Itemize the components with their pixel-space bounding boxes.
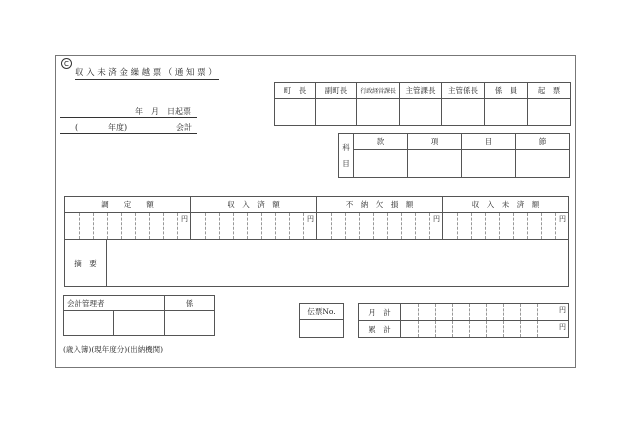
- cumulative-total-label: 累 計: [359, 321, 401, 338]
- loss-amount-field[interactable]: [317, 213, 443, 240]
- approval-header-mayor: 町 長: [275, 83, 316, 99]
- yen-unit: 円: [559, 306, 566, 314]
- subject-kou-field[interactable]: [408, 150, 462, 178]
- accounting-stamp-box[interactable]: [165, 311, 215, 336]
- yen-unit: 円: [559, 323, 566, 331]
- approval-stamp-box[interactable]: [275, 99, 316, 126]
- fiscal-year-prefix: (: [75, 123, 79, 132]
- approval-header-drafter: 起 票: [528, 83, 571, 99]
- accounting-stamp-box[interactable]: [114, 311, 165, 336]
- approval-header-section-chief: 主管課長: [400, 83, 442, 99]
- accounting-manager-label: 会計管理者: [64, 296, 165, 311]
- slip-table: [299, 303, 344, 338]
- assessed-amount-field[interactable]: [65, 213, 191, 240]
- approval-table: [274, 82, 571, 126]
- kaikei-label: 会計: [176, 123, 192, 132]
- approval-stamp-box[interactable]: [357, 99, 400, 126]
- approval-stamp-box[interactable]: [442, 99, 485, 126]
- fiscal-year-label: 年度): [108, 123, 128, 132]
- footer-note: (歳入簿)(現年度分)(出納機関): [63, 345, 164, 354]
- kakari-label: 係: [165, 296, 215, 311]
- yen-unit: 円: [433, 215, 440, 223]
- accounting-stamp-box[interactable]: [64, 311, 114, 336]
- slip-number-label: 伝票No.: [300, 304, 344, 320]
- month-total-field[interactable]: [401, 304, 569, 321]
- subject-kan-field[interactable]: [354, 150, 408, 178]
- approval-header-subsection-chief: 主管係長: [442, 83, 485, 99]
- yen-unit: 円: [181, 215, 188, 223]
- amount-header-received: 収 入 済 額: [191, 197, 317, 213]
- subject-header-kan: 款: [354, 134, 408, 150]
- received-amount-field[interactable]: [191, 213, 317, 240]
- amount-header-loss: 不 納 欠 損 額: [317, 197, 443, 213]
- approval-header-deputy-mayor: 副町長: [316, 83, 357, 99]
- date-line-text: 年 月 日起票: [135, 107, 191, 116]
- outstanding-amount-field[interactable]: [443, 213, 569, 240]
- summary-label: 摘 要: [65, 240, 107, 287]
- amount-header-assessed: 調 定 額: [65, 197, 191, 213]
- amounts-table: [64, 196, 569, 287]
- subject-header-kou: 項: [408, 134, 462, 150]
- slip-number-field[interactable]: [300, 320, 344, 338]
- form-title: 収入未済金繰越票（通知票）: [75, 68, 220, 78]
- totals-table: [358, 303, 569, 338]
- date-line: [60, 107, 197, 118]
- approval-stamp-box[interactable]: [316, 99, 357, 126]
- fiscal-year-line: [60, 123, 197, 134]
- yen-unit: 円: [559, 215, 566, 223]
- subject-table: [338, 133, 570, 178]
- approval-header-staff: 係 員: [485, 83, 528, 99]
- form-mark: C: [61, 58, 72, 69]
- summary-field[interactable]: [107, 240, 569, 287]
- cumulative-total-field[interactable]: [401, 321, 569, 338]
- subject-label: [339, 134, 354, 178]
- subject-label-char-2: 目: [342, 158, 350, 168]
- subject-header-moku: 目: [462, 134, 516, 150]
- subject-setsu-field[interactable]: [516, 150, 570, 178]
- subject-header-setsu: 節: [516, 134, 570, 150]
- approval-header-admin-manager: 行政経営課長: [357, 83, 400, 99]
- month-total-label: 月 計: [359, 304, 401, 321]
- subject-label-char-1: 科: [342, 142, 350, 152]
- yen-unit: 円: [307, 215, 314, 223]
- amount-header-outstanding: 収 入 未 済 額: [443, 197, 569, 213]
- approval-stamp-box[interactable]: [485, 99, 528, 126]
- approval-stamp-box[interactable]: [528, 99, 571, 126]
- accounting-table: [63, 295, 215, 336]
- approval-stamp-box[interactable]: [400, 99, 442, 126]
- subject-moku-field[interactable]: [462, 150, 516, 178]
